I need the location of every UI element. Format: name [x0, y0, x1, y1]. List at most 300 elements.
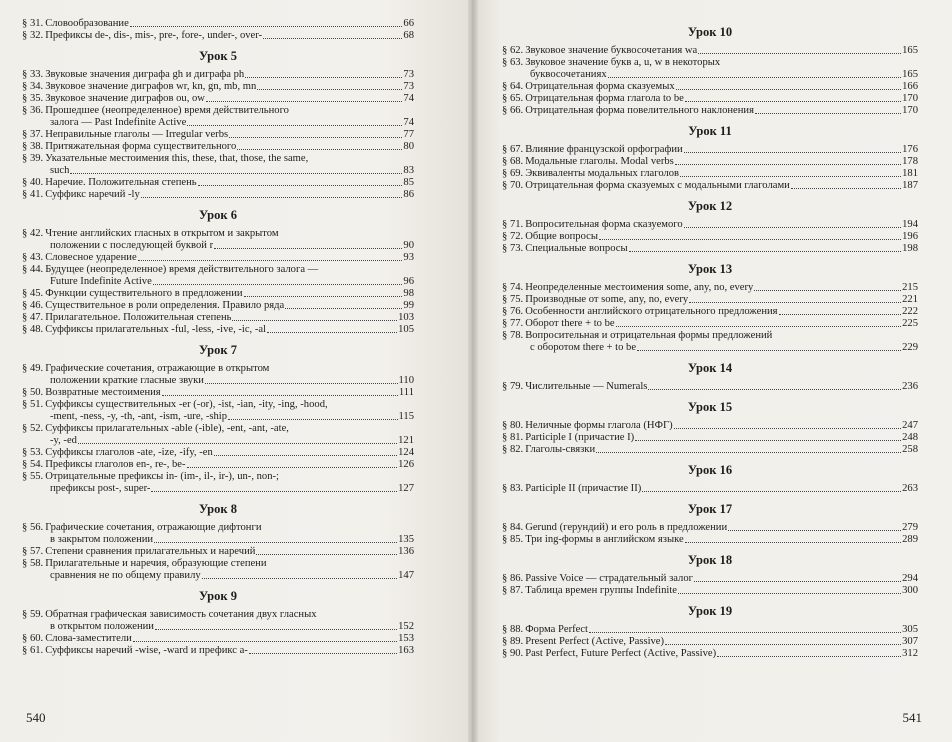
entry-title: Gerund (герундий) и его роль в предложении: [525, 522, 728, 533]
entry-title: Будущее (неопределенное) время действительного залога —: [45, 264, 319, 275]
entry-line: [502, 57, 918, 69]
dot-leader: [237, 149, 402, 150]
entry-title-continued: положении краткие гласные звуки: [50, 375, 204, 386]
dot-leader: [153, 284, 403, 285]
dot-leader: [685, 101, 901, 102]
section-number: § 90.: [502, 648, 524, 659]
toc-entry: [22, 228, 414, 252]
lesson-heading: Урок 13: [687, 262, 733, 276]
section-number: § 88.: [502, 624, 524, 635]
dot-leader: [717, 656, 901, 657]
section-number: § 33.: [22, 69, 44, 80]
section-number: § 86.: [502, 573, 524, 584]
page-ref: 136: [398, 546, 414, 557]
book-gutter: [468, 0, 478, 742]
entry-title: Отрицательная форма сказуемых с модальными глаголами: [525, 180, 790, 191]
page-ref: 198: [902, 243, 918, 254]
entry-title: Указательные местоимения this, these, that, those, the same,: [45, 153, 309, 164]
entry-title: Притяжательная форма существительного: [45, 141, 237, 152]
page-ref: 247: [902, 420, 918, 431]
entry-title: Наречие. Положительная степень: [45, 177, 197, 188]
entry-line-continued: [22, 117, 414, 129]
toc-entry: [22, 399, 414, 423]
section-number: § 85.: [502, 534, 524, 545]
dot-leader: [698, 53, 901, 54]
section-number: § 43.: [22, 252, 44, 263]
entry-line-continued: [22, 621, 414, 633]
section-number: § 80.: [502, 420, 524, 431]
section-number: § 74.: [502, 282, 524, 293]
lesson-heading: Урок 9: [199, 589, 237, 603]
lesson-heading: Урок 7: [199, 343, 237, 357]
entry-title-continued: -ment, -ness, -y, -th, -ant, -ism, -ure, -ship: [50, 411, 228, 422]
toc-entry: [22, 93, 414, 105]
page-ref: 86: [403, 189, 414, 200]
section-number: § 72.: [502, 231, 524, 242]
entry-line-continued: [22, 411, 414, 423]
section-number: § 65.: [502, 93, 524, 104]
toc-entry: [22, 189, 414, 201]
page-ref: 194: [902, 219, 918, 230]
page-ref: 178: [902, 156, 918, 167]
dot-leader: [596, 452, 901, 453]
lesson-heading: Урок 18: [687, 553, 733, 567]
entry-line: [22, 153, 414, 165]
page-ref: 126: [398, 459, 414, 470]
dot-leader: [154, 542, 397, 543]
section-number: § 34.: [22, 81, 44, 92]
entry-title: Префиксы de-, dis-, mis-, pre-, fore-, under-, over-: [45, 30, 263, 41]
toc-entry: [22, 81, 414, 93]
page-ref: 229: [902, 342, 918, 353]
dot-leader: [642, 491, 901, 492]
right-toc-column: [502, 18, 918, 660]
entry-title: Обратная графическая зависимость сочетания двух гласных: [45, 609, 317, 620]
entry-line-continued: [22, 570, 414, 582]
section-number: § 70.: [502, 180, 524, 191]
dot-leader: [257, 89, 402, 90]
dot-leader: [791, 188, 901, 189]
page-ref: 115: [398, 411, 414, 422]
toc-entry: [22, 363, 414, 387]
entry-line: [22, 558, 414, 570]
right-page: [472, 0, 952, 742]
entry-line: [22, 363, 414, 375]
entry-title: Словообразование: [45, 18, 129, 29]
dot-leader: [684, 227, 901, 228]
dot-leader: [589, 632, 901, 633]
entry-title: Прошедшее (неопределенное) время действительного: [45, 105, 289, 116]
entry-title: Степени сравнения прилагательных и наречий: [45, 546, 256, 557]
entry-title: Прилагательное. Положительная степень: [45, 312, 232, 323]
section-number: § 76.: [502, 306, 524, 317]
toc-entry: [22, 546, 414, 558]
page-ref: 110: [398, 375, 414, 386]
section-number: § 73.: [502, 243, 524, 254]
page-ref: 77: [403, 129, 414, 140]
entry-title: Эквиваленты модальных глаголов: [525, 168, 680, 179]
entry-line-continued: [22, 375, 414, 387]
section-number: § 51.: [22, 399, 44, 410]
dot-leader: [599, 239, 901, 240]
toc-entry: [22, 447, 414, 459]
section-number: § 84.: [502, 522, 524, 533]
section-number: § 39.: [22, 153, 44, 164]
toc-entry: [502, 180, 918, 192]
page-ref: 236: [902, 381, 918, 392]
entry-title: Специальные вопросы: [525, 243, 628, 254]
entry-title: Числительные — Numerals: [525, 381, 648, 392]
dot-leader: [676, 89, 901, 90]
dot-leader: [202, 578, 397, 579]
entry-line: [502, 330, 918, 342]
entry-title: Три ing-формы в английском языке: [525, 534, 684, 545]
toc-entry: [502, 168, 918, 180]
entry-title: Неопределенные местоимения some, any, no, every: [525, 282, 754, 293]
dot-leader: [608, 77, 901, 78]
lesson-heading: Урок 15: [687, 400, 733, 414]
dot-leader: [680, 176, 901, 177]
toc-entry: [502, 585, 918, 597]
dot-leader: [285, 308, 402, 309]
dot-leader: [141, 197, 403, 198]
toc-entry: [22, 645, 414, 657]
section-number: § 46.: [22, 300, 44, 311]
entry-title: Суффиксы существительных -er (-or), -ist, -ian, -ity, -ing, -hood,: [45, 399, 328, 410]
lesson-heading: Урок 17: [687, 502, 733, 516]
section-number: § 40.: [22, 177, 44, 188]
page-ref: 127: [398, 483, 414, 494]
entry-title-continued: в открытом положении: [50, 621, 154, 632]
entry-title: Отрицательная форма повелительного наклонения: [525, 105, 754, 116]
section-number: § 41.: [22, 189, 44, 200]
entry-title-continued: с оборотом there + to be: [530, 342, 637, 353]
dot-leader: [214, 455, 397, 456]
toc-entry: [502, 294, 918, 306]
section-number: § 50.: [22, 387, 44, 398]
page-ref: 222: [902, 306, 918, 317]
entry-title: Таблица времен группы Indefinite: [525, 585, 678, 596]
section-number: § 77.: [502, 318, 524, 329]
section-number: § 75.: [502, 294, 524, 305]
toc-entry: [502, 330, 918, 354]
entry-title: Суффиксы наречий -wise, -ward и префикс a-: [45, 645, 248, 656]
toc-entry: [22, 141, 414, 153]
section-number: § 83.: [502, 483, 524, 494]
page-ref: 166: [902, 81, 918, 92]
page-ref: 165: [902, 45, 918, 56]
section-number: § 37.: [22, 129, 44, 140]
entry-line: [22, 609, 414, 621]
dot-leader: [133, 641, 397, 642]
entry-title: Оборот there + to be: [525, 318, 615, 329]
section-number: § 44.: [22, 264, 44, 275]
toc-entry: [502, 483, 918, 495]
toc-entry: [502, 534, 918, 546]
dot-leader: [689, 302, 901, 303]
entry-title: Влияние французской орфографии: [525, 144, 683, 155]
entry-title-continued: буквосочетаниях: [530, 69, 607, 80]
page-ref: 221: [902, 294, 918, 305]
section-number: § 31.: [22, 18, 44, 29]
entry-title: Participle I (причастие I): [525, 432, 635, 443]
toc-entry: [22, 153, 414, 177]
dot-leader: [648, 389, 901, 390]
entry-title: Звуковое значение диграфов ou, ow: [45, 93, 205, 104]
toc-entry: [502, 420, 918, 432]
dot-leader: [78, 443, 397, 444]
toc-entry: [502, 231, 918, 243]
page-ref: 73: [403, 69, 414, 80]
section-number: § 60.: [22, 633, 44, 644]
entry-title: Прилагательные и наречия, образующие степени: [45, 558, 267, 569]
entry-title-continued: сравнения не по общему правилу: [50, 570, 201, 581]
dot-leader: [263, 38, 402, 39]
page-ref: 96: [403, 276, 414, 287]
page-ref: 93: [403, 252, 414, 263]
entry-title: Функции существительного в предложении: [45, 288, 243, 299]
lesson-heading: Урок 12: [687, 199, 733, 213]
page-ref: 165: [902, 69, 918, 80]
toc-entry: [22, 558, 414, 582]
dot-leader: [151, 491, 397, 492]
toc-entry: [22, 387, 414, 399]
dot-leader: [635, 440, 901, 441]
dot-leader: [674, 428, 902, 429]
right-page-number: 541: [902, 710, 922, 725]
dot-leader: [228, 419, 397, 420]
dot-leader: [138, 260, 403, 261]
section-number: § 57.: [22, 546, 44, 557]
page-ref: 85: [403, 177, 414, 188]
lesson-heading: Урок 19: [687, 604, 733, 618]
entry-line-continued: [22, 240, 414, 252]
dot-leader: [70, 173, 402, 174]
page-ref: 163: [398, 645, 414, 656]
lesson-heading: Урок 10: [687, 25, 733, 39]
dot-leader: [256, 554, 397, 555]
entry-title: Participle II (причастие II): [525, 483, 642, 494]
dot-leader: [728, 530, 901, 531]
section-number: § 48.: [22, 324, 44, 335]
dot-leader: [755, 113, 901, 114]
dot-leader: [665, 644, 901, 645]
dot-leader: [678, 593, 901, 594]
entry-line-continued: [22, 276, 414, 288]
page-ref: 258: [902, 444, 918, 455]
section-number: § 55.: [22, 471, 44, 482]
toc-entry: [22, 312, 414, 324]
lesson-heading: Урок 16: [687, 463, 733, 477]
entry-line-continued: [22, 534, 414, 546]
section-number: § 52.: [22, 423, 44, 434]
toc-entry: [502, 93, 918, 105]
entry-title: Неправильные глаголы — Irregular verbs: [45, 129, 229, 140]
dot-leader: [685, 542, 901, 543]
page-ref: 147: [398, 570, 414, 581]
entry-line-continued: [22, 165, 414, 177]
section-number: § 62.: [502, 45, 524, 56]
section-number: § 45.: [22, 288, 44, 299]
entry-title: Past Perfect, Future Perfect (Active, Passive): [525, 648, 717, 659]
section-number: § 63.: [502, 57, 524, 68]
toc-entry: [22, 129, 414, 141]
section-number: § 87.: [502, 585, 524, 596]
left-page-number: 540: [26, 710, 46, 725]
dot-leader: [694, 581, 901, 582]
toc-entry: [22, 177, 414, 189]
section-number: § 53.: [22, 447, 44, 458]
toc-entry: [22, 105, 414, 129]
entry-title: Суффиксы глаголов -ate, -ize, -ify, -en: [45, 447, 213, 458]
entry-title: Суффиксы прилагательных -ful, -less, -ive, -ic, -al: [45, 324, 267, 335]
toc-entry: [502, 444, 918, 456]
dot-leader: [637, 350, 901, 351]
section-number: § 47.: [22, 312, 44, 323]
dot-leader: [675, 164, 901, 165]
entry-title: Особенности английского отрицательного предложения: [525, 306, 778, 317]
entry-line: [22, 471, 414, 483]
page-ref: 225: [902, 318, 918, 329]
dot-leader: [232, 320, 397, 321]
section-number: § 49.: [22, 363, 44, 374]
dot-leader: [779, 314, 902, 315]
page-ref: 176: [902, 144, 918, 155]
toc-entry: [502, 282, 918, 294]
section-number: § 82.: [502, 444, 524, 455]
dot-leader: [684, 152, 901, 153]
lesson-heading: Урок 6: [199, 208, 237, 222]
section-number: § 32.: [22, 30, 44, 41]
entry-line-continued: [22, 435, 414, 447]
page-ref: 263: [902, 483, 918, 494]
page-ref: 153: [398, 633, 414, 644]
entry-line: [22, 399, 414, 411]
toc-entry: [502, 219, 918, 231]
entry-line: [22, 228, 414, 240]
dot-leader: [187, 125, 402, 126]
toc-entry: [502, 306, 918, 318]
section-number: § 71.: [502, 219, 524, 230]
dot-leader: [130, 26, 403, 27]
page-ref: 279: [902, 522, 918, 533]
entry-title: Отрицательная форма глагола to be: [525, 93, 684, 104]
entry-title: Словесное ударение: [45, 252, 137, 263]
entry-title: Вопросительная и отрицательная формы предложений: [525, 330, 773, 341]
page-ref: 312: [902, 648, 918, 659]
entry-title: Производные от some, any, no, every: [525, 294, 689, 305]
toc-entry: [502, 57, 918, 81]
page-ref: 121: [398, 435, 414, 446]
entry-title-continued: залога — Past Indefinite Active: [50, 117, 187, 128]
toc-entry: [502, 81, 918, 93]
toc-entry: [22, 18, 414, 30]
toc-entry: [22, 69, 414, 81]
page-ref: 74: [403, 117, 414, 128]
toc-entry: [502, 624, 918, 636]
dot-leader: [162, 395, 398, 396]
entry-line-continued: [502, 342, 918, 354]
entry-title: Форма Perfect: [525, 624, 588, 635]
entry-title: Глаголы-связки: [525, 444, 596, 455]
lesson-heading: Урок 8: [199, 502, 237, 516]
section-number: § 81.: [502, 432, 524, 443]
dot-leader: [244, 296, 403, 297]
entry-title: Префиксы глаголов en-, re-, be-: [45, 459, 186, 470]
page-ref: 83: [403, 165, 414, 176]
entry-title: Общие вопросы: [525, 231, 598, 242]
page-ref: 74: [403, 93, 414, 104]
toc-entry: [22, 423, 414, 447]
section-number: § 67.: [502, 144, 524, 155]
dot-leader: [229, 137, 402, 138]
dot-leader: [198, 185, 403, 186]
entry-line-continued: [502, 69, 918, 81]
entry-title: Чтение английских гласных в открытом и закрытом: [45, 228, 279, 239]
dot-leader: [616, 326, 902, 327]
toc-entry: [502, 105, 918, 117]
entry-title: Существительное в роли определения. Правило ряда: [45, 300, 285, 311]
lesson-heading: Урок 11: [688, 124, 732, 138]
toc-entry: [502, 432, 918, 444]
dot-leader: [245, 77, 402, 78]
entry-title: Passive Voice — страдательный залог: [525, 573, 693, 584]
page-ref: 307: [902, 636, 918, 647]
section-number: § 35.: [22, 93, 44, 104]
section-number: § 42.: [22, 228, 44, 239]
entry-title: Звуковое значение буквосочетания wa: [525, 45, 698, 56]
entry-title-continued: префиксы post-, super-: [50, 483, 151, 494]
entry-title: Вопросительная форма сказуемого: [525, 219, 683, 230]
toc-entry: [502, 573, 918, 585]
entry-title: Суффикс наречий -ly: [45, 189, 140, 200]
dot-leader: [754, 290, 901, 291]
section-number: § 54.: [22, 459, 44, 470]
section-number: § 64.: [502, 81, 524, 92]
dot-leader: [205, 383, 398, 384]
entry-title-continued: Future Indefinite Active: [50, 276, 152, 287]
entry-title-continued: such: [50, 165, 70, 176]
page-ref: 98: [403, 288, 414, 299]
toc-entry: [22, 252, 414, 264]
page-ref: 196: [902, 231, 918, 242]
page-ref: 248: [902, 432, 918, 443]
page-ref: 66: [403, 18, 414, 29]
toc-entry: [22, 30, 414, 42]
dot-leader: [249, 653, 397, 654]
entry-title: Отрицательные префиксы in- (im-, il-, ir-), un-, non-;: [45, 471, 279, 482]
entry-title: Звуковое значение букв a, u, w в некоторых: [525, 57, 721, 68]
dot-leader: [187, 467, 398, 468]
entry-title: Суффиксы прилагательных -able (-ible), -ent, -ant, -ate,: [45, 423, 289, 434]
toc-entry: [502, 636, 918, 648]
toc-entry: [22, 522, 414, 546]
toc-entry: [502, 381, 918, 393]
page-ref: 73: [403, 81, 414, 92]
page-ref: 152: [398, 621, 414, 632]
entry-line: [22, 105, 414, 117]
section-number: § 56.: [22, 522, 44, 533]
entry-title: Модальные глаголы. Modal verbs: [525, 156, 674, 167]
dot-leader: [267, 332, 397, 333]
dot-leader: [629, 251, 902, 252]
page-ref: 103: [398, 312, 414, 323]
entry-line-continued: [22, 483, 414, 495]
lesson-heading: Урок 5: [199, 49, 237, 63]
toc-entry: [22, 264, 414, 288]
toc-entry: [22, 471, 414, 495]
section-number: § 78.: [502, 330, 524, 341]
